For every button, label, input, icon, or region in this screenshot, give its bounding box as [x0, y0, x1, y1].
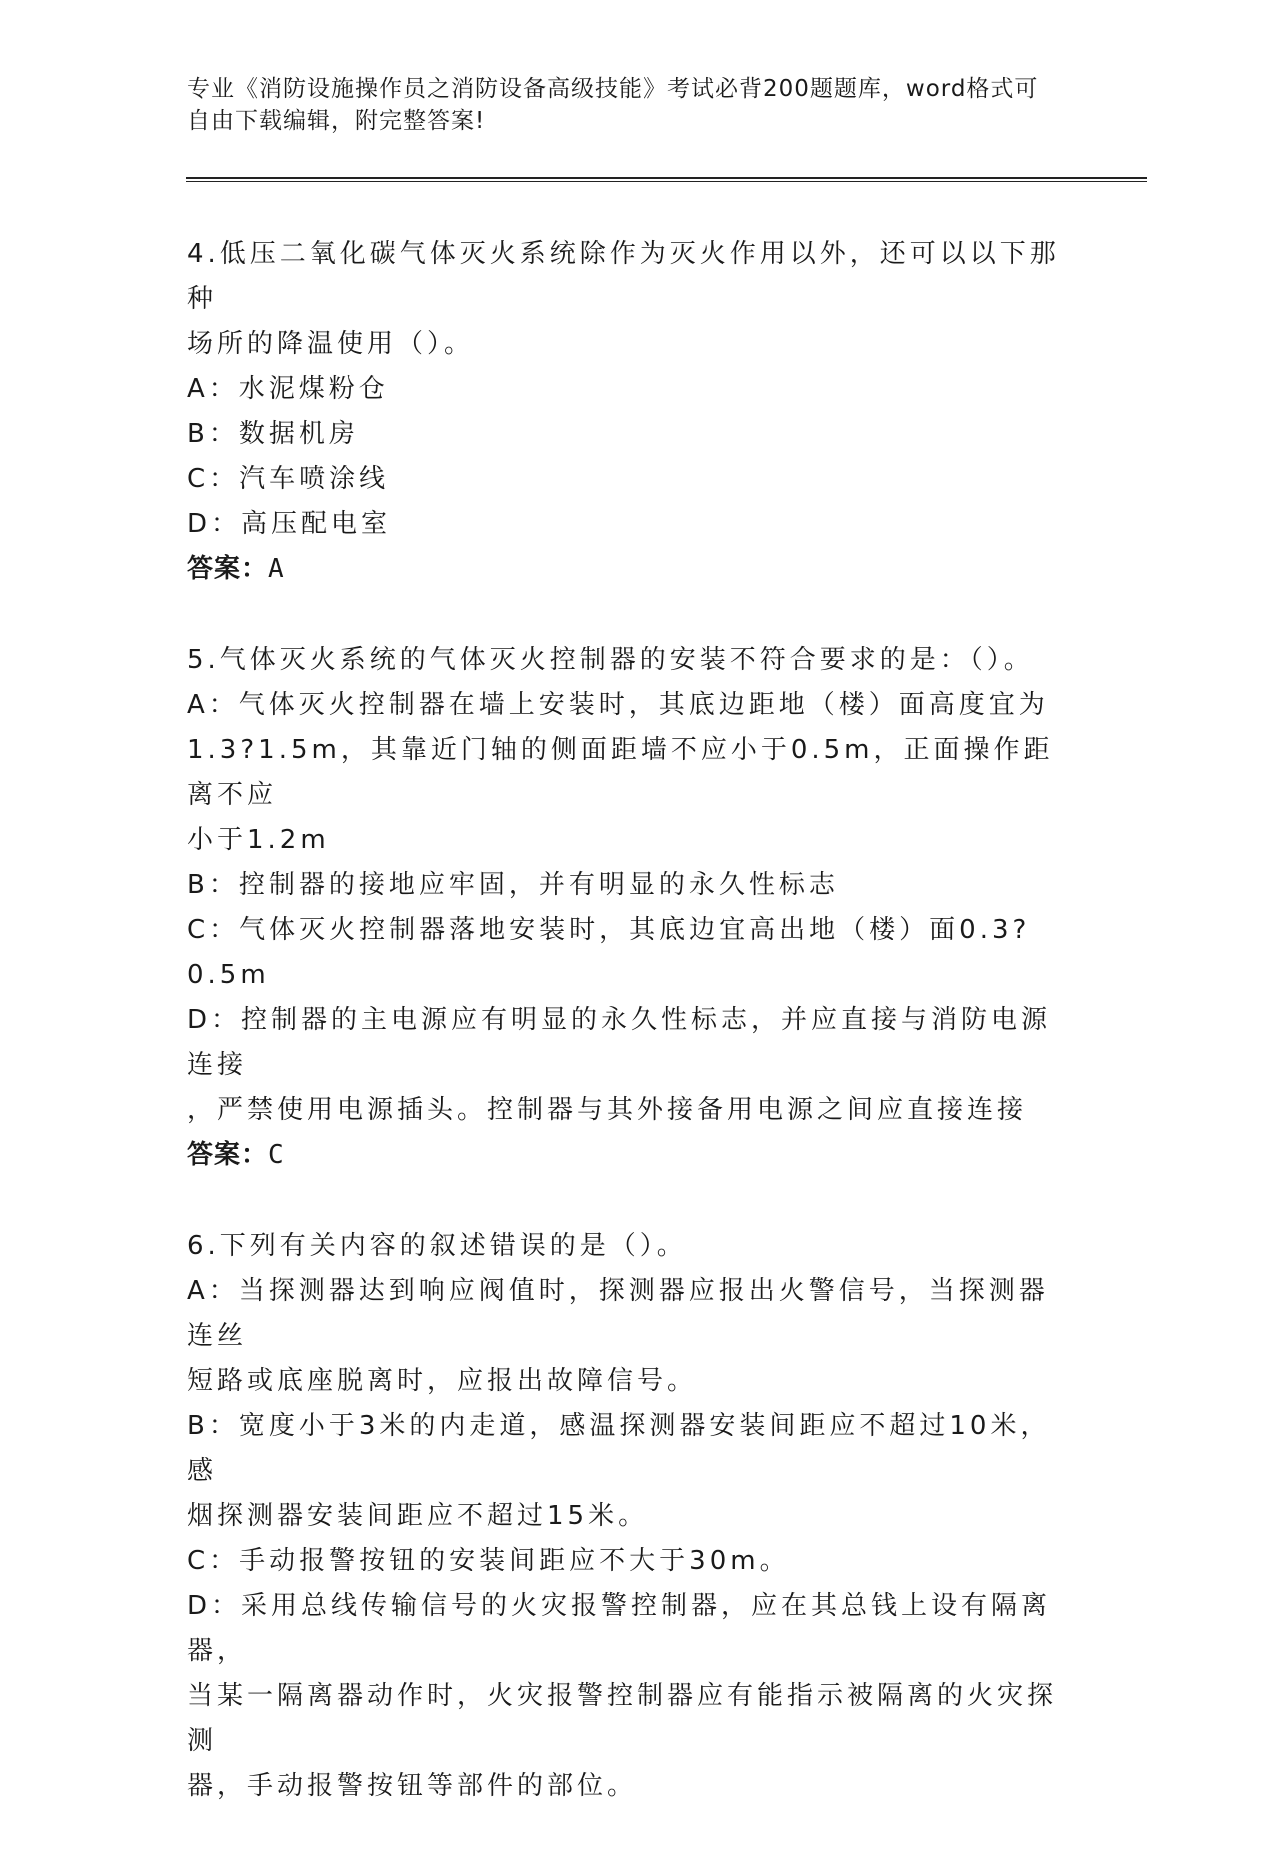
option-d-cont: ，严禁使用电源插头。控制器与其外接备用电源之间应直接连接: [187, 1095, 1028, 1125]
option-b: B：控制器的接地应牢固，并有明显的永久性标志: [187, 870, 839, 900]
question-4: [187, 232, 1067, 592]
option-a: A：当探测器达到响应阀值时，探测器应报出火警信号，当探测器连丝: [187, 1276, 1049, 1351]
option-a: A：水泥煤粉仓: [187, 374, 389, 404]
option-d-cont: 器，手动报警按钮等部件的部位。: [187, 1771, 638, 1801]
answer-line: [187, 1133, 1067, 1178]
option-b: B：数据机房: [187, 419, 359, 449]
option-d: D：采用总线传输信号的火灾报警控制器，应在其总钱上设有隔离器，: [187, 1591, 1052, 1666]
option-d: D：控制器的主电源应有明显的永久性标志，并应直接与消防电源连接: [187, 1005, 1052, 1080]
question-list: [187, 232, 1067, 1855]
question-stem: 5.气体灭火系统的气体灭火控制器的安装不符合要求的是：（）。: [187, 645, 1034, 675]
question-6: [187, 1224, 1067, 1809]
header-line: 自由下载编辑，附完整答案!: [187, 108, 486, 134]
option-b-cont: 烟探测器安装间距应不超过15米。: [187, 1501, 649, 1531]
answer-value: C: [268, 1140, 285, 1170]
question-5: [187, 638, 1067, 1178]
option-c: C：气体灭火控制器落地安装时，其底边宜高出地（楼）面0.3?0.5m: [187, 915, 1031, 990]
option-d-cont: 当某一隔离器动作时，火灾报警控制器应有能指示被隔离的火灾探测: [187, 1681, 1058, 1756]
header-divider: [186, 177, 1147, 182]
question-stem: 6.下列有关内容的叙述错误的是（）。: [187, 1231, 687, 1261]
question-stem: 场所的降温使用（）。: [187, 329, 475, 359]
question-stem: 4.低压二氧化碳气体灭火系统除作为灭火作用以外，还可以以下那种: [187, 239, 1060, 314]
option-a: A：气体灭火控制器在墙上安装时，其底边距地（楼）面高度宜为: [187, 690, 1049, 720]
option-b: B：宽度小于3米的内走道，感温探测器安装间距应不超过10米，感: [187, 1411, 1051, 1486]
header-line: 专业《消防设施操作员之消防设备高级技能》考试必背200题题库，word格式可: [187, 76, 1039, 102]
option-a-cont: 1.3?1.5m，其靠近门轴的侧面距墙不应小于0.5m，正面操作距离不应: [187, 735, 1054, 810]
option-c: C：汽车喷涂线: [187, 464, 390, 494]
answer-label: 答案：: [187, 1140, 269, 1170]
answer-line: [187, 547, 1067, 592]
answer-label: 答案：: [187, 554, 269, 584]
option-a-cont: 短路或底座脱离时，应报出故障信号。: [187, 1366, 698, 1396]
answer-value: A: [268, 554, 285, 584]
option-a-cont: 小于1.2m: [187, 825, 330, 855]
document-header: [187, 73, 1067, 137]
option-d: D：高压配电室: [187, 509, 392, 539]
option-c: C：手动报警按钮的安装间距应不大于30m。: [187, 1546, 790, 1576]
